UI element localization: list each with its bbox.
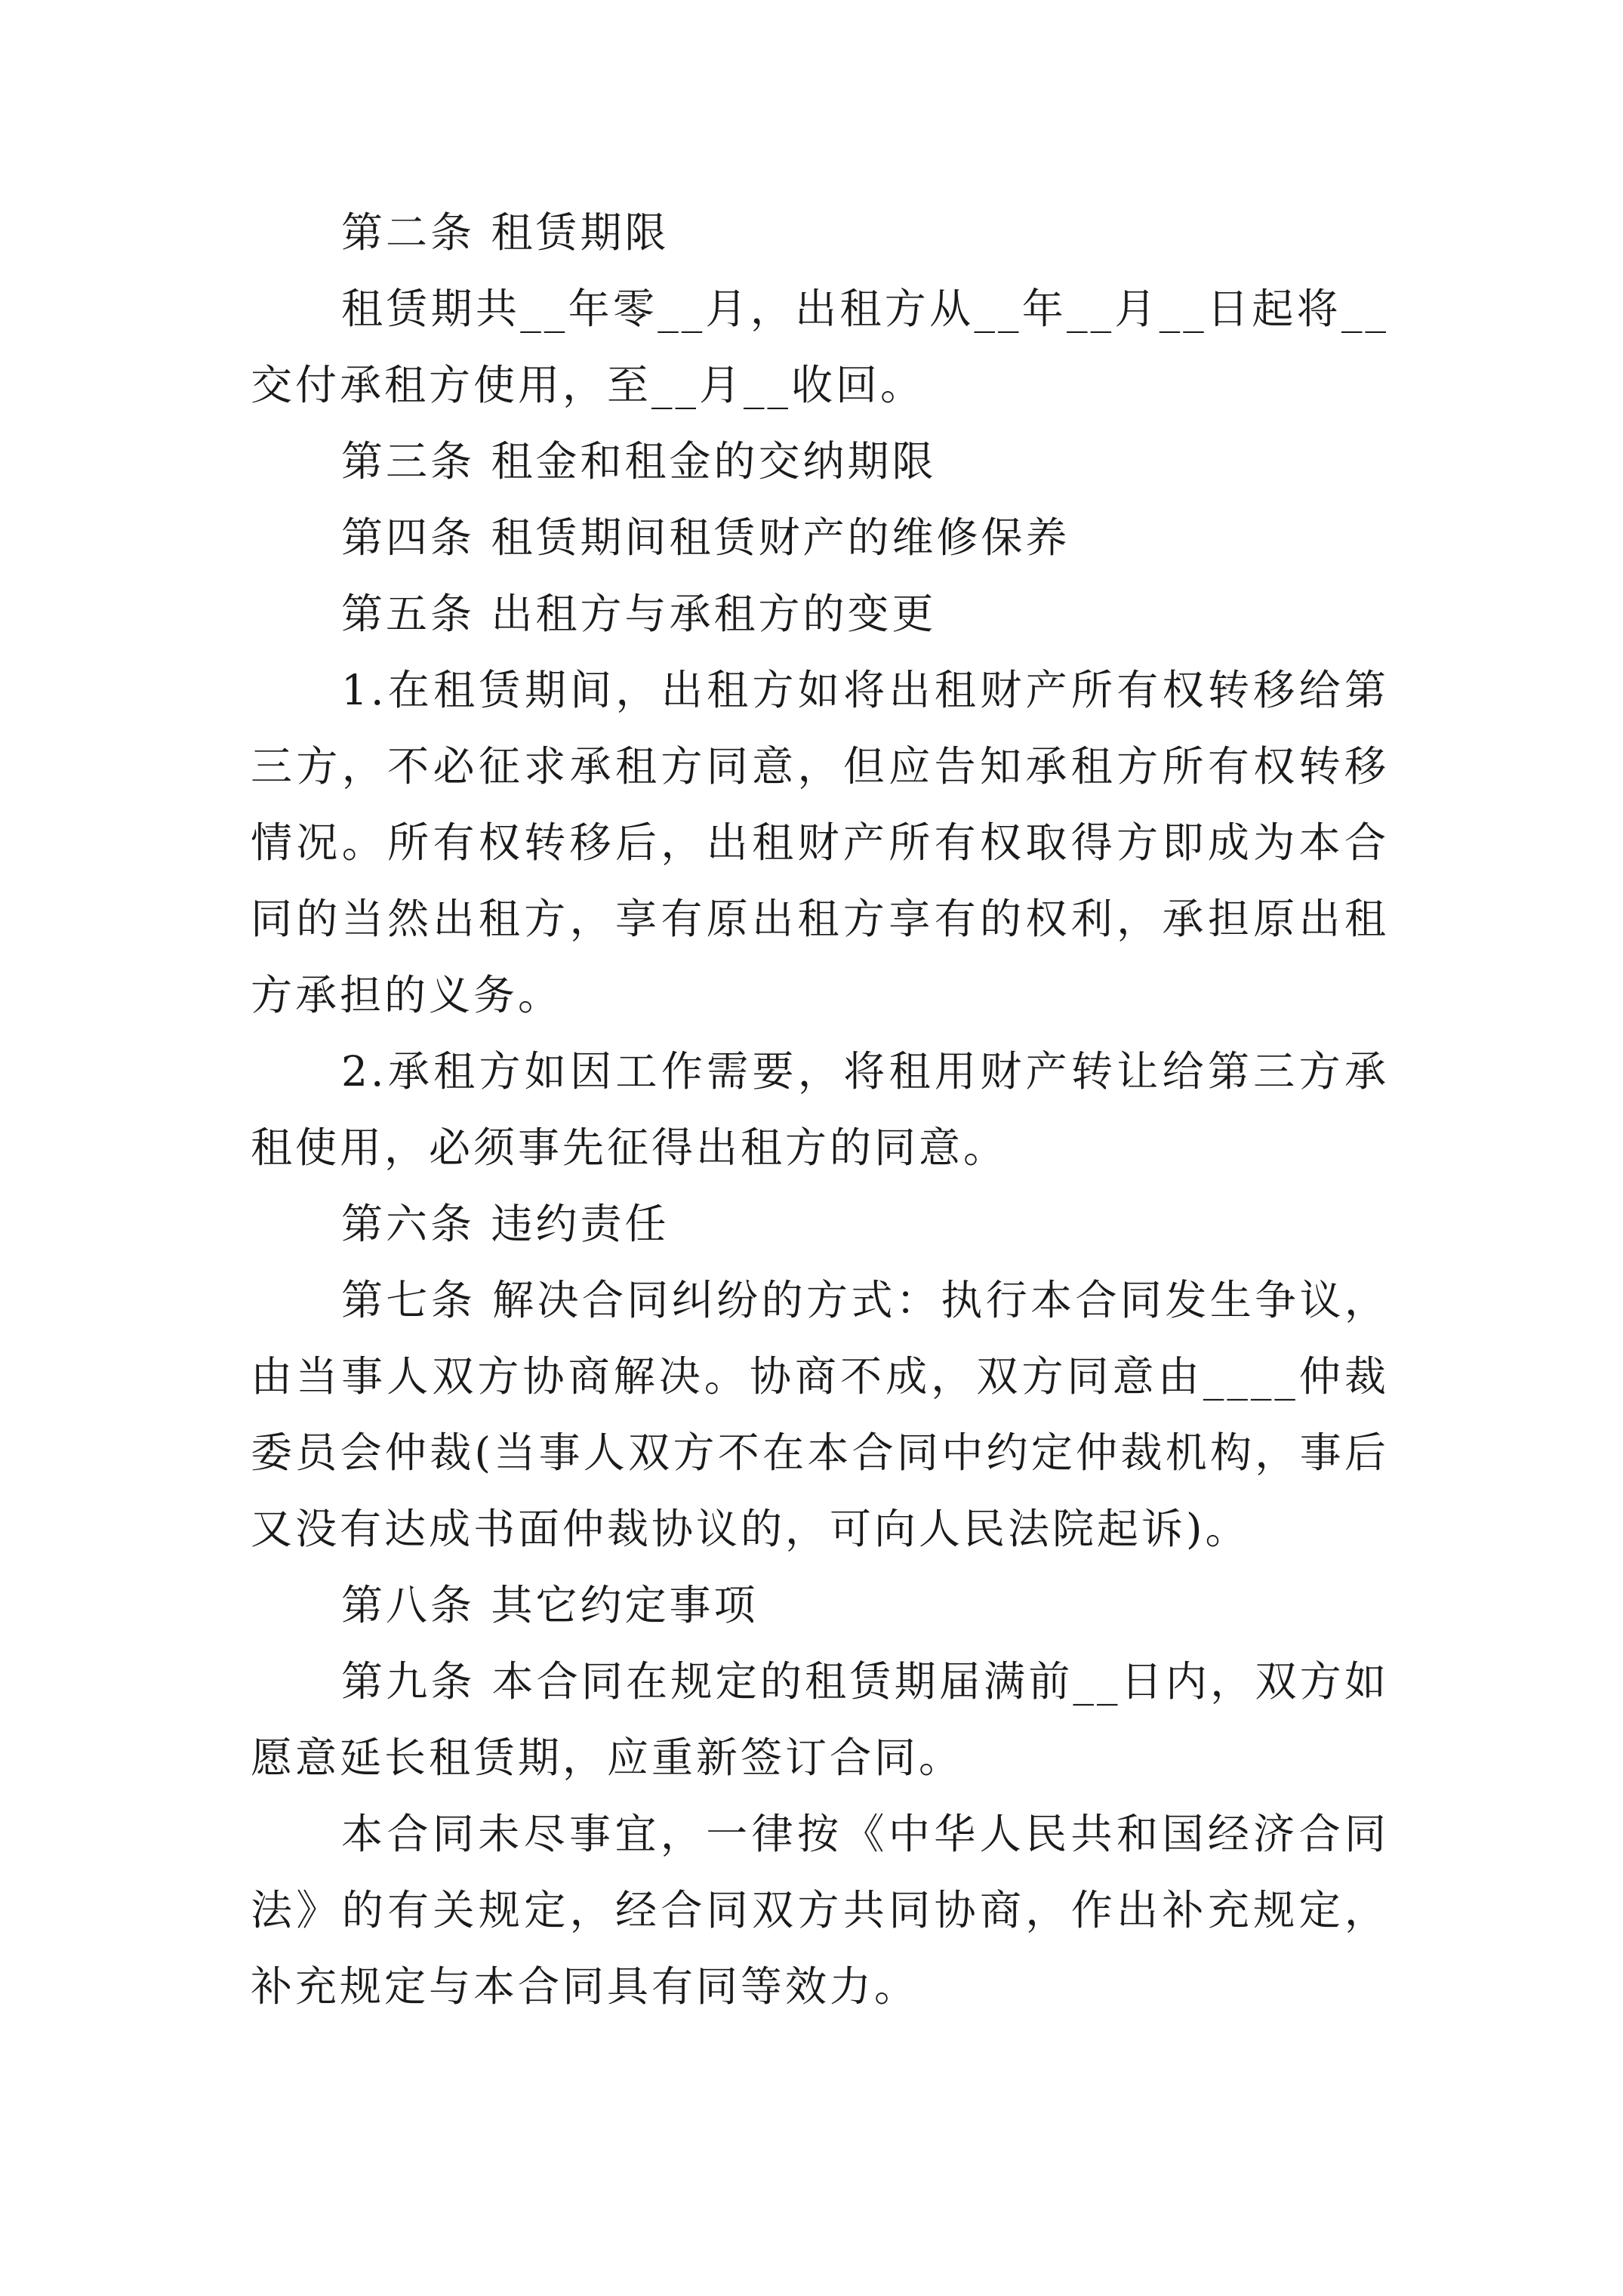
article-8-heading: 第八条 其它约定事项 <box>341 1581 759 1629</box>
article-5-clause-1: 1.在租赁期间，出租方如将出租财产所有权转移给第三方，不必征求承租方同意，但应告知承租方所有权转移情况。所有权转移后，出租财产所有权取得方即成为本合同的当然出租方，享有原出租方享有的权利，承担原出租方承担的义务。 <box>251 666 1389 1019</box>
article-5-heading: 第五条 出租方与承租方的变更 <box>341 590 937 638</box>
article-2-lease-term-text: 租赁期共__年零__月，出租方从__年__月__日起将__交付承租方使用，至__月__收回。 <box>251 285 1389 409</box>
document-body <box>251 195 1389 2025</box>
article-7-dispute-resolution: 第七条 解决合同纠纷的方式：执行本合同发生争议，由当事人双方协商解决。协商不成，双方同意由____仲裁委员会仲裁(当事人双方不在本合同中约定仲裁机构，事后又没有达成书面仲裁协议的，可向人民法院起诉)。 <box>251 1276 1389 1553</box>
article-6-heading: 第六条 违约责任 <box>341 1200 670 1248</box>
closing-supplementary-clause: 本合同未尽事宜，一律按《中华人民共和国经济合同法》的有关规定，经合同双方共同协商，作出补充规定，补充规定与本合同具有同等效力。 <box>251 1810 1389 2011</box>
article-4-heading: 第四条 租赁期间租赁财产的维修保养 <box>341 513 1070 562</box>
article-3-heading: 第三条 租金和租金的交纳期限 <box>341 437 937 485</box>
article-2-heading: 第二条 租赁期限 <box>341 208 670 257</box>
article-5-clause-2: 2.承租方如因工作需要，将租用财产转让给第三方承租使用，必须事先征得出租方的同意。 <box>251 1047 1389 1172</box>
article-9-renewal: 第九条 本合同在规定的租赁期届满前__日内，双方如愿意延长租赁期，应重新签订合同。 <box>251 1657 1389 1782</box>
